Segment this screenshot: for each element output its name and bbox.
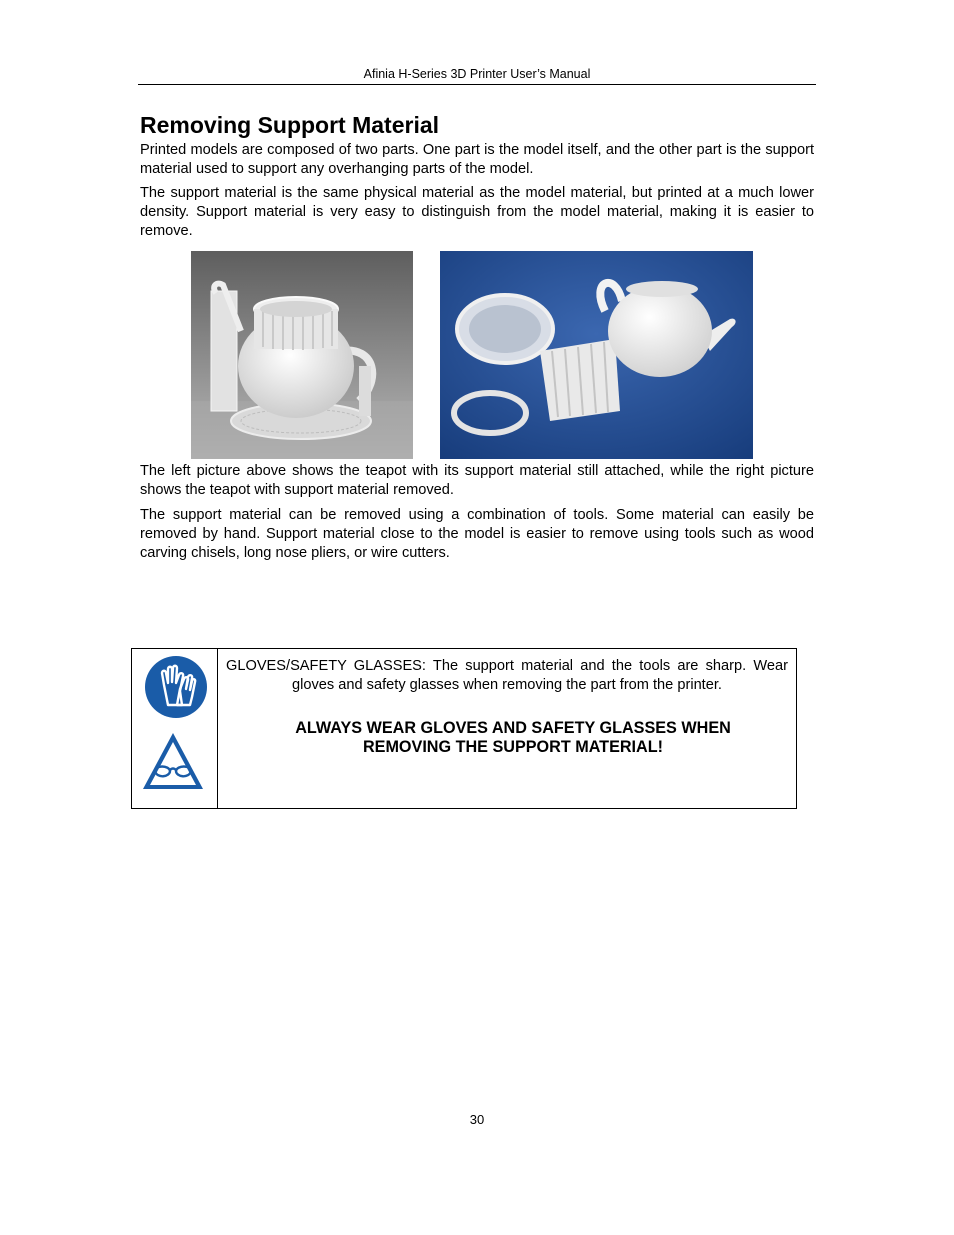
- warning-emphasis: ALWAYS WEAR GLOVES AND SAFETY GLASSES WHEN REMOVING THE SUPPORT MATERIAL!: [295, 719, 731, 756]
- tools-paragraph: The support material can be removed using a combination of tools. Some material can easily be removed by hand. Support material close to the model is easier to remove using tools such as wood carving chisels, long nose pliers, or wire cutters.: [140, 507, 814, 561]
- warning-divider: [217, 649, 218, 808]
- header-rule: [138, 84, 816, 85]
- warning-text: GLOVES/SAFETY GLASSES: The support material and the tools are sharp. Wear gloves and safety glasses when removing the part from the printer.: [226, 658, 788, 693]
- safety-glasses-icon: [141, 729, 205, 798]
- gloves-icon: [144, 655, 208, 724]
- teapot-support-removed-photo: [440, 251, 753, 459]
- safety-warning-box: [131, 648, 797, 809]
- photo-caption-paragraph: The left picture above shows the teapot with its support material still attached, while the right picture shows the teapot with support material removed.: [140, 463, 814, 498]
- section-title: Removing Support Material: [140, 112, 440, 138]
- density-paragraph: The support material is the same physical material as the model material, but printed at a much lower density. Support material is very easy to distinguish from the model material, making it is easier to remove.: [140, 185, 814, 239]
- page-number: 30: [469, 1112, 485, 1127]
- teapot-with-support-photo: [191, 251, 413, 459]
- intro-paragraph: Printed models are composed of two parts. One part is the model itself, and the other part is the support material used to support any overhanging parts of the model.: [140, 142, 814, 177]
- running-header: Afinia H-Series 3D Printer User’s Manual: [363, 67, 591, 81]
